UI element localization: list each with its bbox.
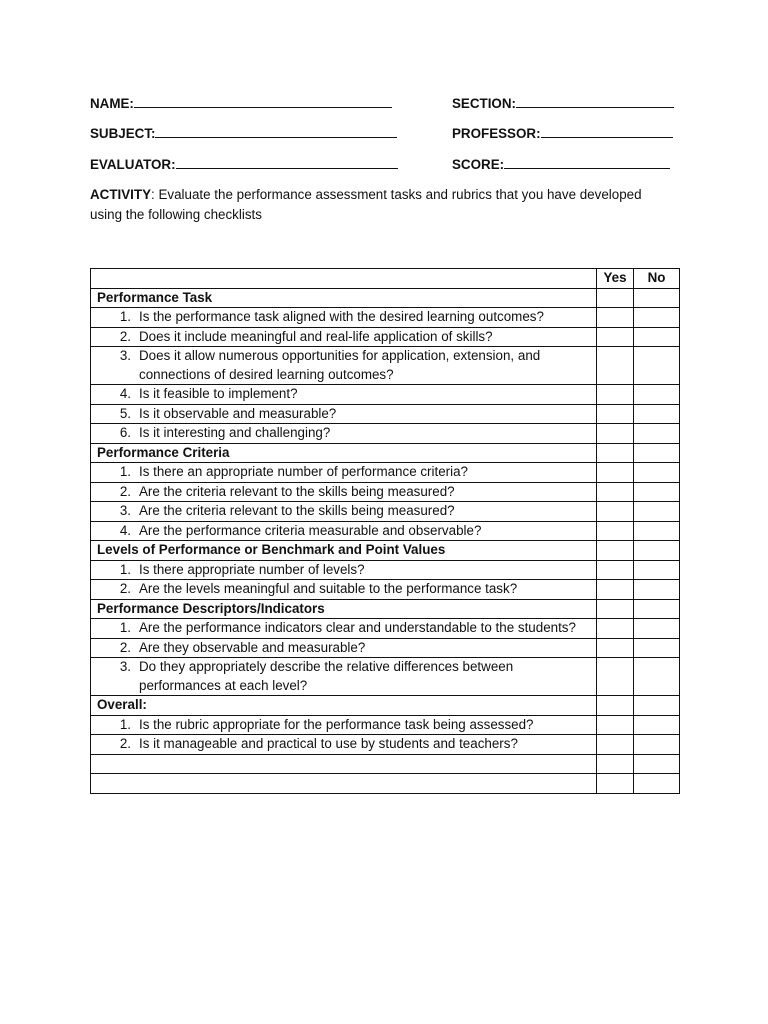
item-text: Are the levels meaningful and suitable to the performance task? [139, 581, 518, 596]
checklist-question [91, 327, 597, 347]
checklist-item-row [91, 502, 680, 522]
yes-checkbox-cell[interactable] [597, 580, 634, 600]
no-checkbox-cell[interactable] [634, 638, 680, 658]
section-row [91, 599, 680, 619]
no-checkbox-cell[interactable] [634, 521, 680, 541]
no-checkbox-cell[interactable] [634, 385, 680, 405]
checklist-question [91, 638, 597, 658]
table-header-row [91, 269, 680, 289]
item-text: Is the rubric appropriate for the performance task being assessed? [139, 716, 534, 732]
checklist-question [91, 482, 597, 502]
yes-checkbox-cell[interactable] [597, 482, 634, 502]
name-blank[interactable] [134, 95, 392, 108]
name-label: NAME: [90, 96, 134, 111]
checklist-question [91, 463, 597, 483]
blank-question-cell [91, 774, 597, 794]
item-text: Is it interesting and challenging? [139, 425, 331, 440]
activity-label: ACTIVITY [90, 187, 152, 202]
checklist-item-row [91, 482, 680, 502]
item-number: 5. [119, 405, 131, 421]
checklist-question [91, 658, 597, 696]
section-row [91, 696, 680, 716]
no-checkbox-cell[interactable] [634, 735, 680, 755]
checklist-item-row [91, 521, 680, 541]
item-number: 2. [119, 483, 131, 499]
no-checkbox-cell[interactable] [634, 424, 680, 444]
activity-text: : Evaluate the performance assessment tasks and rubrics that you have developed using the following checklists [90, 187, 642, 222]
section-row [91, 443, 680, 463]
blank-yes-cell[interactable] [597, 774, 634, 794]
yes-checkbox-cell[interactable] [597, 404, 634, 424]
section-blank[interactable] [516, 95, 674, 108]
checklist-item-row [91, 658, 680, 696]
checklist-item-row [91, 385, 680, 405]
checklist-question [91, 715, 597, 735]
score-label: SCORE: [452, 157, 505, 172]
blank-no-cell[interactable] [634, 774, 680, 794]
no-checkbox-cell[interactable] [634, 463, 680, 483]
section-title: Overall: [91, 696, 597, 716]
section-title: Levels of Performance or Benchmark and Point Values [91, 541, 597, 561]
evaluator-field[interactable] [90, 156, 398, 172]
item-text: Are the performance indicators clear and understandable to the students? [139, 620, 576, 635]
checklist-item-row [91, 463, 680, 483]
item-number: 1. [119, 464, 131, 479]
yes-checkbox-cell[interactable] [597, 463, 634, 483]
score-blank[interactable] [504, 156, 670, 169]
yes-checkbox-cell[interactable] [597, 715, 634, 735]
checklist-question [91, 560, 597, 580]
item-number: 2. [119, 581, 131, 596]
yes-checkbox-cell[interactable] [597, 560, 634, 580]
checklist-question [91, 735, 597, 755]
blank-row [91, 754, 680, 774]
blank-yes-cell[interactable] [597, 754, 634, 774]
item-number: 2. [119, 328, 131, 344]
yes-checkbox-cell[interactable] [597, 735, 634, 755]
item-text: Are the criteria relevant to the skills being measured? [139, 503, 455, 518]
section-row [91, 288, 680, 308]
checklist-question [91, 424, 597, 444]
item-number: 4. [119, 522, 131, 538]
checklist-question [91, 385, 597, 405]
section-no-cell [634, 541, 680, 561]
section-yes-cell [597, 599, 634, 619]
item-number: 4. [119, 386, 131, 401]
checklist-item-row [91, 580, 680, 600]
no-checkbox-cell[interactable] [634, 308, 680, 328]
checklist-item-row [91, 560, 680, 580]
yes-checkbox-cell[interactable] [597, 347, 634, 385]
no-checkbox-cell[interactable] [634, 502, 680, 522]
no-checkbox-cell[interactable] [634, 482, 680, 502]
checklist-item-row [91, 619, 680, 639]
no-checkbox-cell[interactable] [634, 580, 680, 600]
no-checkbox-cell[interactable] [634, 715, 680, 735]
yes-checkbox-cell[interactable] [597, 424, 634, 444]
name-field[interactable] [90, 95, 392, 111]
professor-label: PROFESSOR: [452, 126, 541, 141]
yes-checkbox-cell[interactable] [597, 385, 634, 405]
checklist-question [91, 404, 597, 424]
no-checkbox-cell[interactable] [634, 619, 680, 639]
item-text: Does it include meaningful and real-life application of skills? [139, 328, 493, 344]
checklist-question [91, 521, 597, 541]
yes-checkbox-cell[interactable] [597, 308, 634, 328]
section-title: Performance Criteria [91, 443, 597, 463]
section-no-cell [634, 696, 680, 716]
checklist-question [91, 308, 597, 328]
no-checkbox-cell[interactable] [634, 404, 680, 424]
yes-checkbox-cell[interactable] [597, 619, 634, 639]
blank-row [91, 774, 680, 794]
item-number: 1. [119, 716, 131, 732]
section-title: Performance Descriptors/Indicators [91, 599, 597, 619]
subject-field[interactable] [90, 125, 397, 141]
checklist-question [91, 502, 597, 522]
item-number: 1. [119, 309, 131, 324]
subject-label: SUBJECT: [90, 126, 156, 141]
checklist-item-row [91, 327, 680, 347]
item-number: 1. [119, 620, 131, 635]
evaluator-blank[interactable] [176, 156, 398, 169]
checklist-item-row [91, 347, 680, 385]
yes-checkbox-cell[interactable] [597, 638, 634, 658]
item-text: Does it allow numerous opportunities for application, extension, and connections of desired learning outcomes? [139, 348, 541, 382]
checklist-question [91, 580, 597, 600]
item-text: Are the performance criteria measurable and observable? [139, 522, 482, 538]
checklist-item-row [91, 735, 680, 755]
checklist-item-row [91, 404, 680, 424]
section-field[interactable] [452, 95, 674, 111]
checklist-question [91, 619, 597, 639]
evaluation-checklist-table [90, 268, 680, 794]
item-text: Is there appropriate number of levels? [139, 561, 365, 577]
section-no-cell [634, 599, 680, 619]
header-blank-cell [91, 269, 597, 289]
professor-blank[interactable] [541, 125, 673, 138]
yes-column-header: Yes [597, 269, 634, 289]
item-text: Are the criteria relevant to the skills being measured? [139, 483, 455, 499]
no-checkbox-cell[interactable] [634, 347, 680, 385]
item-number: 6. [119, 425, 131, 440]
activity-instructions [90, 185, 650, 225]
yes-checkbox-cell[interactable] [597, 521, 634, 541]
section-no-cell [634, 288, 680, 308]
item-text: Is it feasible to implement? [139, 386, 298, 401]
yes-checkbox-cell[interactable] [597, 327, 634, 347]
section-no-cell [634, 443, 680, 463]
yes-checkbox-cell[interactable] [597, 502, 634, 522]
subject-blank[interactable] [155, 125, 397, 138]
item-number: 3. [119, 503, 131, 518]
checklist-item-row [91, 424, 680, 444]
item-text: Is it manageable and practical to use by students and teachers? [139, 736, 518, 751]
item-text: Is there an appropriate number of performance criteria? [139, 464, 468, 479]
checklist-item-row [91, 308, 680, 328]
item-number: 3. [119, 348, 131, 363]
item-number: 3. [119, 659, 131, 674]
no-checkbox-cell[interactable] [634, 658, 680, 696]
section-title: Performance Task [91, 288, 597, 308]
evaluator-label: EVALUATOR: [90, 157, 176, 172]
section-row [91, 541, 680, 561]
professor-field[interactable] [452, 125, 673, 141]
checklist-item-row [91, 638, 680, 658]
section-yes-cell [597, 696, 634, 716]
no-column-header: No [634, 269, 680, 289]
checklist-body [91, 288, 680, 793]
blank-no-cell[interactable] [634, 754, 680, 774]
no-checkbox-cell[interactable] [634, 560, 680, 580]
item-number: 2. [119, 736, 131, 751]
checklist-item-row [91, 715, 680, 735]
section-yes-cell [597, 443, 634, 463]
item-text: Do they appropriately describe the relative differences between performances at each level? [139, 659, 514, 693]
item-text: Is the performance task aligned with the desired learning outcomes? [139, 309, 544, 324]
blank-question-cell [91, 754, 597, 774]
score-field[interactable] [452, 156, 670, 172]
item-text: Are they observable and measurable? [139, 639, 366, 655]
checklist-question [91, 347, 597, 385]
yes-checkbox-cell[interactable] [597, 658, 634, 696]
item-number: 2. [119, 639, 131, 655]
item-number: 1. [119, 561, 131, 577]
section-yes-cell [597, 541, 634, 561]
section-label: SECTION: [452, 96, 516, 111]
no-checkbox-cell[interactable] [634, 327, 680, 347]
section-yes-cell [597, 288, 634, 308]
item-text: Is it observable and measurable? [139, 405, 337, 421]
